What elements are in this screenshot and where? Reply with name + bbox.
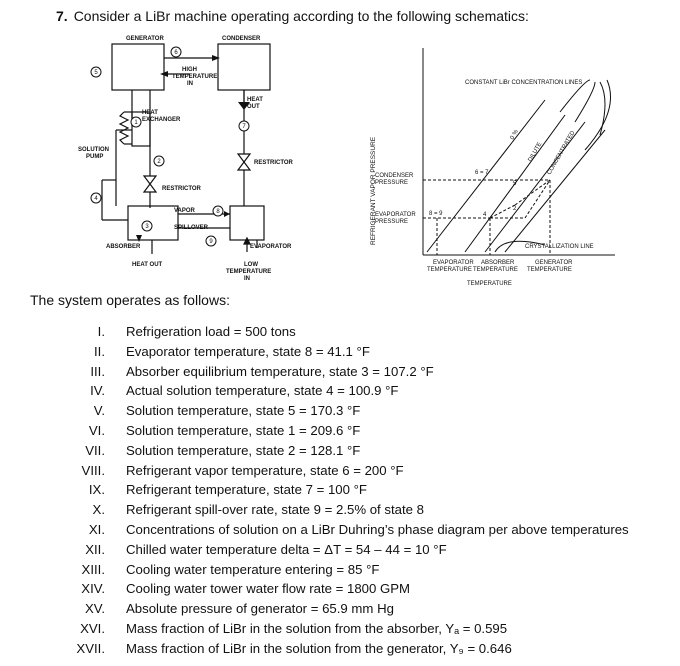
- condenser-box: [218, 44, 270, 90]
- list-item: I. Refrigeration load = 500 tons: [97, 324, 296, 339]
- state-1-label: 1: [134, 120, 138, 126]
- generator-box: [112, 44, 164, 90]
- abs-temp-label-1: ABSORBER: [481, 260, 515, 266]
- evap-temp-label-2: TEMPERATURE: [427, 267, 472, 273]
- list-item: XVII. Mass fraction of LiBr in the solution from the generator, Y₉ = 0.646: [76, 640, 512, 656]
- heat-exchanger-label-1: HEAT: [142, 110, 158, 116]
- vapor-label: VAPOR: [174, 208, 195, 214]
- evaporator-pressure-label-1: EVAPORATOR: [375, 212, 416, 218]
- libr-schematic: [0, 30, 350, 292]
- heat-out-label-2: OUT: [247, 104, 260, 110]
- point-6-7-label: 6 = 7: [475, 170, 489, 176]
- low-temp-label-3: IN: [244, 276, 250, 282]
- solution-pump-label-1: SOLUTION: [78, 147, 109, 153]
- duhring-diagram: [355, 40, 625, 290]
- x-axis-label: TEMPERATURE: [467, 281, 512, 287]
- list-item: X. Refrigerant spill-over rate, state 9 = 2.5% of state 8: [92, 502, 424, 518]
- state-7-label: 7: [242, 124, 246, 130]
- low-temp-label-1: LOW: [244, 262, 258, 268]
- state-6-label: 6: [174, 50, 178, 56]
- list-item: III. Absorber equilibrium temperature, state 3 = 107.2 °F: [90, 363, 434, 379]
- y-axis-label: REFRIGERANT VAPOR PRESSURE: [370, 136, 377, 245]
- generator-label: GENERATOR: [126, 36, 164, 42]
- absorber-box: [128, 206, 178, 240]
- intro-text: The system operates as follows:: [30, 292, 230, 308]
- state-4-label: 4: [94, 196, 98, 202]
- list-item: VII. Solution temperature, state 2 = 128.1 °F: [85, 442, 361, 458]
- list-item: XVI. Mass fraction of LiBr in the solution from the absorber, Yₐ = 0.595: [80, 620, 508, 636]
- evap-temp-label-1: EVAPORATOR: [433, 260, 474, 266]
- abs-temp-label-2: TEMPERATURE: [473, 267, 518, 273]
- solution-pump-label-2: PUMP: [86, 154, 104, 160]
- question-prompt: Consider a LiBr machine operating according to the following schematics:: [73, 8, 529, 24]
- gen-temp-label-1: GENERATOR: [535, 260, 573, 266]
- list-item: XIII. Cooling water temperature entering = 85 °F: [81, 561, 380, 577]
- heat-out-bottom-label: HEAT OUT: [132, 262, 163, 268]
- condenser-pressure-label-1: CONDENSER: [375, 173, 414, 179]
- list-item: XV. Absolute pressure of generator = 65.9 mm Hg: [84, 601, 394, 617]
- list-item: II. Evaporator temperature, state 8 = 41.1 °F: [94, 343, 370, 359]
- spillover-label: SPILLOVER: [174, 225, 209, 231]
- dilute-label: DILUTE: [527, 141, 544, 163]
- heat-out-label-1: HEAT: [247, 97, 263, 103]
- restrictor-left-label: RESTRICTOR: [162, 186, 201, 192]
- list-item: VI. Solution temperature, state 1 = 209.6 °F: [88, 422, 361, 438]
- state-5-label: 5: [94, 70, 98, 76]
- condenser-label: CONDENSER: [222, 36, 261, 42]
- point-8-9-label: 8 = 9: [429, 211, 443, 217]
- evaporator-pressure-label-2: PRESSURE: [375, 219, 409, 225]
- point-4-label: 4: [483, 212, 487, 218]
- list-item: XIV. Cooling water tower water flow rate = 1800 GPM: [81, 581, 411, 597]
- question-number: 7.: [56, 8, 68, 24]
- state-2-label: 2: [157, 159, 161, 165]
- absorber-label: ABSORBER: [106, 244, 141, 250]
- point-2-label: 2: [513, 206, 517, 212]
- list-item: IX. Refrigerant temperature, state 7 = 100 °F: [88, 482, 367, 498]
- concentrated-label: CONCENTRATED: [546, 130, 577, 176]
- operating-conditions-list: [0, 322, 680, 659]
- point-5-label: 5: [513, 181, 517, 187]
- constant-lines-label: CONSTANT LiBr CONCENTRATION LINES: [465, 80, 583, 86]
- crystallization-label: CRYSTALLIZATION LINE: [525, 244, 594, 250]
- heat-exchanger-label-2: EXCHANGER: [142, 117, 181, 123]
- list-item: XI. Concentrations of solution on a LiBr Duhring’s phase diagram per above temperatures: [88, 521, 629, 537]
- state-8-label: 8: [216, 209, 220, 215]
- high-temp-label-3: IN: [187, 81, 193, 87]
- restrictor-right-label: RESTRICTOR: [254, 160, 293, 166]
- list-item: V. Solution temperature, state 5 = 170.3 °F: [93, 403, 361, 419]
- state-9-label: 9: [209, 239, 213, 245]
- list-item: XII. Chilled water temperature delta = ΔT = 54 – 44 = 10 °F: [85, 541, 447, 557]
- evaporator-box: [230, 206, 264, 240]
- low-temp-label-2: TEMPERATURE: [226, 269, 272, 275]
- high-temp-label-2: TEMPERATURE: [172, 74, 218, 80]
- high-temp-label-1: HIGH: [182, 67, 197, 73]
- list-item: VIII. Refrigerant vapor temperature, state 6 = 200 °F: [81, 462, 404, 478]
- zero-pct-label: 0 %: [509, 129, 520, 141]
- list-item: IV. Actual solution temperature, state 4 = 100.9 °F: [90, 383, 399, 399]
- gen-temp-label-2: TEMPERATURE: [527, 267, 572, 273]
- question-title: [56, 8, 529, 24]
- state-3-label: 3: [145, 224, 149, 230]
- evaporator-label: EVAPORATOR: [250, 244, 292, 250]
- condenser-pressure-label-2: PRESSURE: [375, 180, 409, 186]
